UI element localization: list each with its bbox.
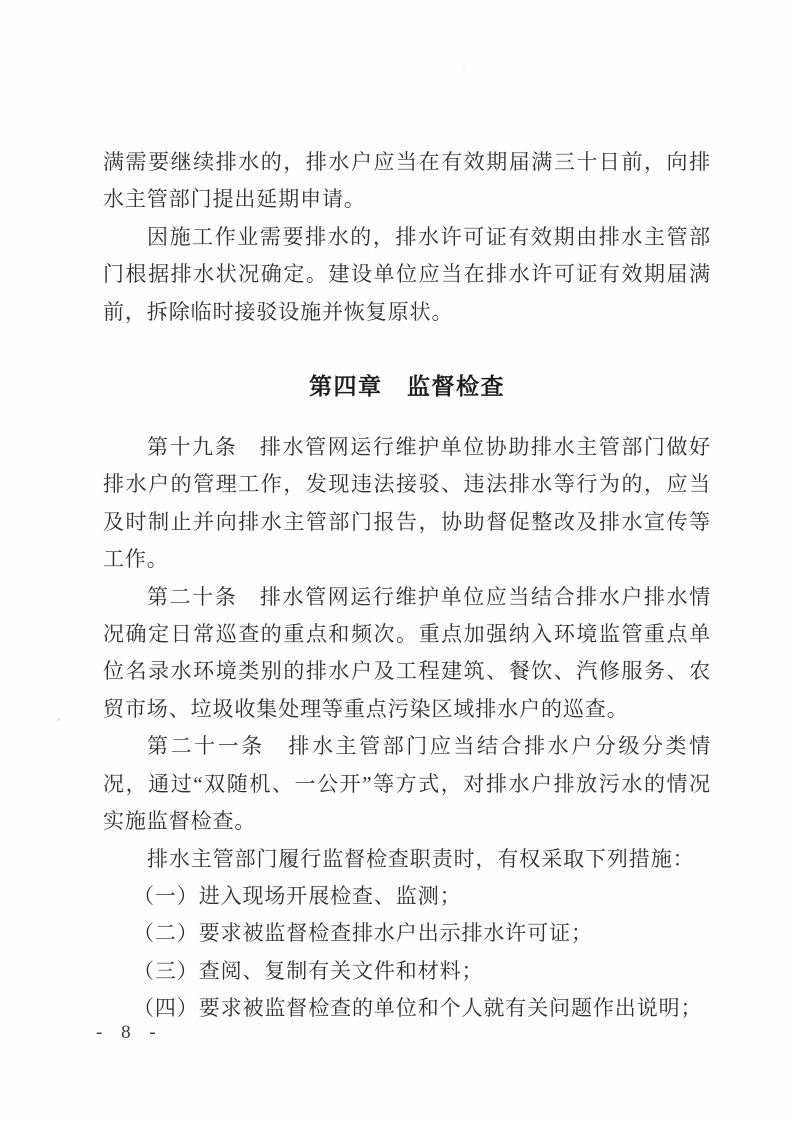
- article-21: 第二十一条 排水主管部门应当结合排水户分级分类情况，通过“双随机、一公开”等方式，对排水户排放污水的情况实施监督检查。: [103, 734, 711, 834]
- measures-intro: 排水主管部门履行监督检查职责时，有权采取下列措施：: [147, 846, 695, 871]
- paragraph-permit-renewal-continuation: 满需要继续排水的，排水户应当在有效期届满三十日前，向排水主管部门提出延期申请。: [103, 150, 711, 212]
- paragraph-construction-drainage: 因施工作业需要排水的，排水许可证有效期由排水主管部门根据排水状况确定。建设单位应当在排水许可证有效期届满前，拆除临时接驳设施并恢复原状。: [103, 224, 711, 324]
- measures-list: [103, 878, 711, 1028]
- measure-item-2: （二）要求被监督检查排水户出示排水许可证；: [133, 921, 593, 946]
- document-body: [103, 144, 711, 1028]
- measure-item-3: （三）查阅、复制有关文件和材料；: [133, 958, 484, 983]
- page-number: - 8 -: [96, 1022, 163, 1043]
- measure-item-4: （四）要求被监督检查的单位和个人就有关问题作出说明；: [133, 996, 703, 1021]
- scan-artifact: [57, 718, 60, 721]
- chapter-heading: 第四章 监督检查: [309, 373, 505, 400]
- scan-artifact: [462, 64, 466, 66]
- measure-item-1: （一）进入现场开展检查、监测；: [133, 883, 462, 908]
- article-20: 第二十条 排水管网运行维护单位应当结合排水户排水情况确定日常巡查的重点和频次。重点加强纳入环境监管重点单位名录水环境类别的排水户及工程建筑、餐饮、汽修服务、农贸市场、垃圾收集处理等重点污染区域排水户的巡查。: [103, 584, 711, 721]
- article-19: 第十九条 排水管网运行维护单位协助排水主管部门做好排水户的管理工作，发现违法接驳、违法排水等行为的，应当及时制止并向排水主管部门报告，协助督促整改及排水宣传等工作。: [103, 435, 711, 572]
